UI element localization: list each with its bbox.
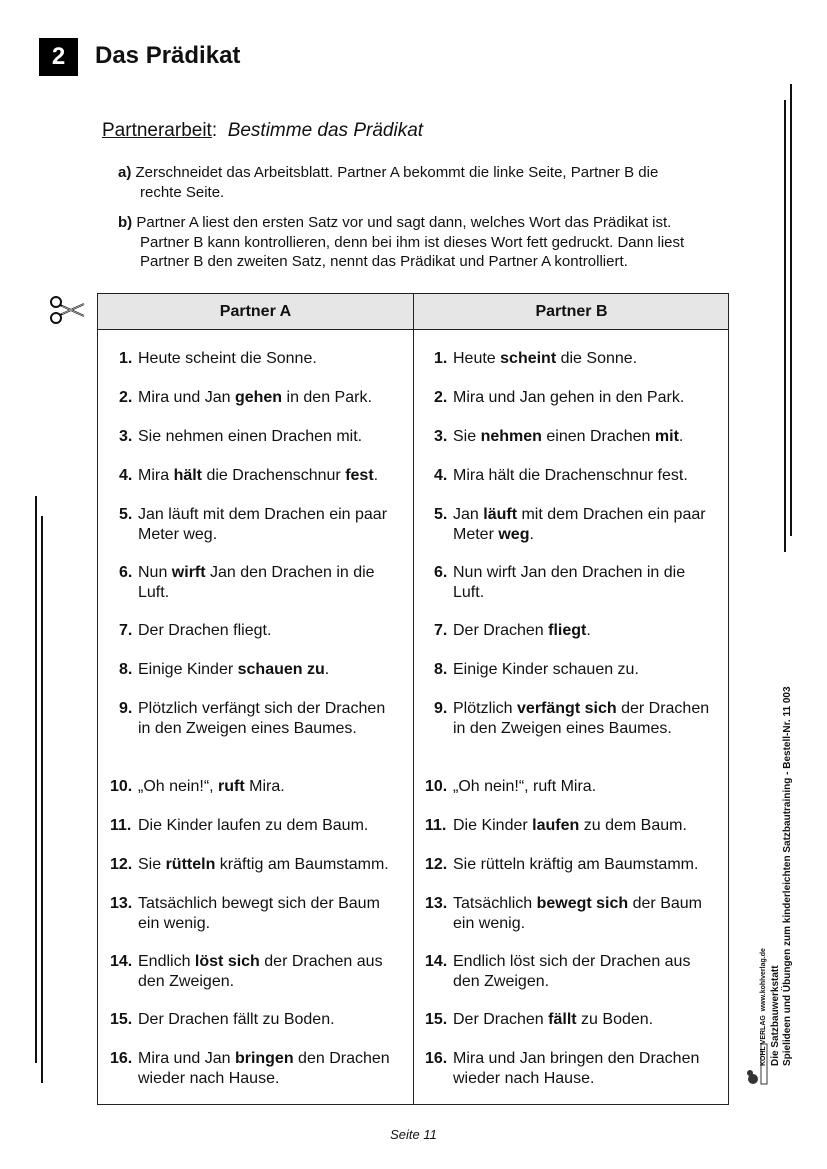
table-row-item — [412, 1049, 712, 1088]
sentence-part: Tatsächlich bewegt sich der Baum ein wenig. — [138, 895, 380, 932]
cut-line-left-1 — [35, 496, 37, 1063]
table-row-item — [97, 1010, 397, 1030]
sentence-part: zu dem Baum. — [579, 817, 687, 834]
item-sentence — [138, 894, 397, 933]
item-sentence — [453, 466, 712, 486]
item-number: 15. — [110, 1011, 133, 1028]
predicate-bold: fällt — [548, 1011, 577, 1028]
sentence-part: Plötzlich — [453, 700, 518, 717]
item-sentence — [453, 1010, 712, 1030]
sentence-part: Mira und Jan — [138, 1050, 235, 1067]
instruction-a — [118, 163, 718, 202]
predicate-bold: weg — [498, 525, 530, 543]
instruction-a-line2: rechte Seite. — [140, 183, 225, 201]
item-number: 10. — [110, 778, 133, 795]
table-row-item — [412, 621, 712, 641]
table-row-item — [97, 894, 397, 933]
side-publisher — [758, 948, 770, 1066]
task-label: Partnerarbeit — [102, 120, 212, 141]
item-sentence — [138, 855, 397, 875]
sentence-part: die Drachenschnur — [202, 467, 346, 484]
item-sentence — [138, 427, 397, 447]
table-row-item — [412, 855, 712, 875]
side-publisher-url: www.kohlverlag.de — [760, 948, 767, 1012]
sentence-part: Der Drachen fällt zu Boden. — [138, 1011, 335, 1028]
sentence-part: „Oh nein!“, ruft Mira. — [453, 778, 597, 795]
sentence-part: der Drachen aus den Zweigen. — [138, 953, 383, 990]
item-sentence — [138, 699, 397, 738]
sentence-part: Plötzlich verfängt sich der Drachen in den Zweigen eines Baumes. — [138, 700, 386, 737]
item-number: 9. — [434, 700, 448, 717]
item-number: 15. — [425, 1011, 448, 1028]
task-colon: : — [211, 120, 218, 141]
sentence-part: Sie rütteln kräftig am Baumstamm. — [453, 856, 699, 873]
item-sentence — [138, 563, 397, 602]
sentence-part: Mira. — [244, 778, 285, 795]
item-number: 3. — [434, 428, 448, 445]
sentence-part: zu Boden. — [576, 1011, 654, 1028]
predicate-bold: bringen — [234, 1050, 294, 1067]
instruction-a-label: a) — [118, 164, 132, 181]
item-sentence — [453, 894, 712, 933]
item-sentence — [453, 1049, 712, 1088]
sentence-part: Jan läuft mit dem Drachen ein paar Meter weg. — [138, 506, 388, 543]
item-number: 10. — [425, 778, 448, 795]
item-sentence — [138, 952, 397, 991]
sentence-part: . — [529, 525, 534, 543]
item-sentence — [453, 621, 712, 641]
page-title: Das Prädikat — [95, 42, 241, 69]
predicate-bold: wirft — [171, 564, 206, 581]
item-sentence — [453, 952, 712, 991]
chapter-number-text: 2 — [51, 43, 66, 70]
item-number: 6. — [119, 564, 133, 581]
cut-line-right-1 — [784, 100, 786, 552]
item-sentence — [138, 621, 397, 641]
item-number: 5. — [119, 506, 133, 523]
sentence-part: Jan — [453, 506, 484, 523]
item-sentence — [453, 816, 712, 836]
item-number: 5. — [434, 506, 448, 523]
sentence-part: Heute scheint die Sonne. — [138, 350, 317, 367]
sentence-part: den Drachen wieder nach Hause. — [138, 1050, 390, 1087]
cut-line-right-2 — [790, 84, 792, 536]
side-book-title: Die Satzbauwerkstatt — [770, 965, 781, 1066]
sentence-part: Jan den Drachen in die Luft. — [138, 564, 375, 601]
item-number: 14. — [110, 953, 133, 970]
table-row-item — [412, 777, 712, 797]
sentence-part: Der Drachen — [453, 1011, 549, 1028]
sentence-part: „Oh nein!“, — [138, 778, 219, 795]
item-sentence — [453, 660, 712, 680]
table-row-item — [97, 563, 397, 602]
predicate-bold: läuft — [483, 506, 518, 523]
item-number: 3. — [119, 428, 133, 445]
sentence-part: Mira hält die Drachenschnur fest. — [453, 467, 688, 484]
predicate-bold: ruft — [218, 778, 245, 795]
sentence-part: Mira und Jan — [138, 389, 235, 406]
table-row-item — [412, 699, 712, 738]
table-row-item — [97, 699, 397, 738]
item-sentence — [138, 466, 397, 486]
item-sentence — [453, 855, 712, 875]
instruction-b-line3: Partner B den zweiten Satz, nennt das Prädikat und Partner A kontrolliert. — [140, 253, 628, 270]
header-partner-b: Partner B — [535, 302, 608, 320]
predicate-bold: mit — [654, 428, 679, 445]
instruction-b-line1: Partner A liest den ersten Satz vor und sagt dann, welches Wort das Prädikat ist. — [136, 214, 672, 231]
item-number: 14. — [425, 953, 448, 970]
table-row-item — [412, 388, 712, 408]
table-row-item — [97, 427, 397, 447]
item-number: 12. — [110, 856, 133, 873]
table-row-item — [97, 466, 397, 486]
item-number: 1. — [434, 350, 448, 367]
predicate-bold: fest — [345, 467, 374, 484]
item-number: 12. — [425, 856, 448, 873]
sentence-part: . — [373, 467, 379, 484]
item-number: 1. — [119, 350, 133, 367]
item-number: 2. — [119, 389, 133, 406]
item-number: 16. — [425, 1050, 448, 1067]
table-row-item — [97, 952, 397, 991]
item-sentence — [453, 563, 712, 602]
sentence-part: Der Drachen — [453, 622, 549, 639]
sentence-part: Nun wirft Jan den Drachen in die Luft. — [453, 564, 686, 601]
item-number: 7. — [119, 622, 133, 639]
sentence-part: kräftig am Baumstamm. — [215, 856, 389, 873]
predicate-bold: laufen — [532, 817, 580, 834]
side-book-subtitle: Spielideen und Übungen zum kinderleichten Satzbautraining - Bestell-Nr. 11 003 — [782, 686, 793, 1066]
item-sentence — [453, 699, 712, 738]
sentence-part: Mira — [138, 467, 174, 484]
item-number: 4. — [119, 467, 133, 484]
sentence-part: Einige Kinder schauen zu. — [453, 661, 639, 678]
instruction-b — [118, 213, 718, 272]
predicate-bold: nehmen — [480, 428, 542, 445]
sentence-part: der Drachen in den Zweigen eines Baumes. — [453, 700, 710, 737]
table-row-item — [412, 427, 712, 447]
sentence-part: der Baum ein wenig. — [453, 895, 702, 932]
predicate-bold: scheint — [500, 350, 557, 367]
table-row-item — [97, 1049, 397, 1088]
item-number: 13. — [110, 895, 133, 912]
predicate-bold: bewegt sich — [536, 895, 629, 912]
sentence-part: Endlich löst sich der Drachen aus den Zweigen. — [453, 953, 691, 990]
item-sentence — [453, 505, 712, 544]
item-sentence — [138, 505, 397, 544]
task-instruction: Bestimme das Prädikat — [227, 120, 424, 141]
predicate-bold: rütteln — [165, 856, 216, 873]
sentence-part: in den Park. — [282, 389, 372, 406]
sentence-part: Der Drachen fliegt. — [138, 622, 272, 639]
table-row-item — [97, 855, 397, 875]
instruction-a-line1: Zerschneidet das Arbeitsblatt. Partner A bekommt die linke Seite, Partner B die — [135, 164, 659, 181]
sentence-part: Endlich — [138, 953, 195, 970]
table-row-item — [97, 777, 397, 797]
item-number: 13. — [425, 895, 448, 912]
sentence-part: die Sonne. — [556, 350, 638, 367]
item-number: 11. — [110, 817, 132, 834]
page-number: Seite 11 — [390, 1127, 437, 1142]
item-sentence — [138, 816, 397, 836]
sentence-part: Sie — [138, 856, 166, 873]
item-sentence — [138, 388, 397, 408]
predicate-bold: hält — [173, 467, 203, 484]
item-number: 8. — [119, 661, 133, 678]
chapter-number — [39, 38, 78, 76]
item-sentence — [453, 777, 712, 797]
item-sentence — [138, 777, 397, 797]
item-number: 2. — [434, 389, 448, 406]
sentence-part: Mira und Jan bringen den Drachen wieder nach Hause. — [453, 1050, 700, 1087]
sentence-part: Sie nehmen einen Drachen mit. — [138, 428, 363, 445]
table-row-item — [97, 505, 397, 544]
instruction-b-line2: Partner B kann kontrollieren, denn bei ihm ist dieses Wort fett gedruckt. Dann liest — [140, 233, 685, 251]
sentence-part: . — [586, 622, 591, 639]
item-sentence — [453, 349, 712, 369]
predicate-bold: schauen zu — [237, 661, 325, 678]
sentence-part: Nun — [138, 564, 172, 581]
item-number: 9. — [119, 700, 133, 717]
sentence-part: Mira und Jan gehen in den Park. — [453, 389, 685, 406]
instruction-b-label: b) — [118, 214, 133, 231]
sentence-part: Einige Kinder — [138, 661, 238, 678]
predicate-bold: gehen — [234, 389, 283, 406]
table-row-item — [412, 952, 712, 991]
table-row-item — [412, 816, 712, 836]
table-row-item — [412, 894, 712, 933]
item-number: 7. — [434, 622, 448, 639]
sentence-part: Sie — [453, 428, 481, 445]
item-sentence — [138, 349, 397, 369]
table-row-item — [97, 621, 397, 641]
sentence-part: Die Kinder — [453, 817, 533, 834]
sentence-part: . — [678, 428, 684, 445]
predicate-bold: fliegt — [548, 622, 587, 639]
item-sentence — [453, 427, 712, 447]
item-number: 4. — [434, 467, 448, 484]
predicate-bold: löst sich — [194, 953, 260, 970]
item-number: 11. — [425, 817, 447, 834]
table-row-item — [412, 1010, 712, 1030]
item-number: 16. — [110, 1050, 133, 1067]
table-row-item — [412, 660, 712, 680]
table-row-item — [412, 466, 712, 486]
item-number: 8. — [434, 661, 448, 678]
sentence-part: . — [324, 661, 330, 678]
scissors-icon — [48, 294, 86, 326]
cut-line-left-2 — [41, 516, 43, 1083]
table-row-item — [412, 563, 712, 602]
sentence-part: mit dem Drachen ein paar Meter — [453, 506, 706, 543]
table-row-item — [97, 816, 397, 836]
table-row-item — [97, 349, 397, 369]
table-row-item — [97, 388, 397, 408]
side-publisher-name: KOHL VERLAG — [760, 1015, 767, 1066]
sentence-part: Tatsächlich — [453, 895, 537, 912]
table-row-item — [97, 660, 397, 680]
table-row-item — [412, 349, 712, 369]
sentence-part: Heute — [453, 350, 501, 367]
header-partner-a: Partner A — [219, 302, 292, 320]
item-sentence — [138, 1049, 397, 1088]
table-row-item — [412, 505, 712, 544]
task-heading — [102, 120, 423, 142]
item-sentence — [453, 388, 712, 408]
item-number: 6. — [434, 564, 448, 581]
sentence-part: Die Kinder laufen zu dem Baum. — [138, 817, 369, 834]
predicate-bold: verfängt sich — [517, 700, 617, 717]
item-sentence — [138, 660, 397, 680]
item-sentence — [138, 1010, 397, 1030]
sentence-part: einen Drachen — [541, 428, 655, 445]
